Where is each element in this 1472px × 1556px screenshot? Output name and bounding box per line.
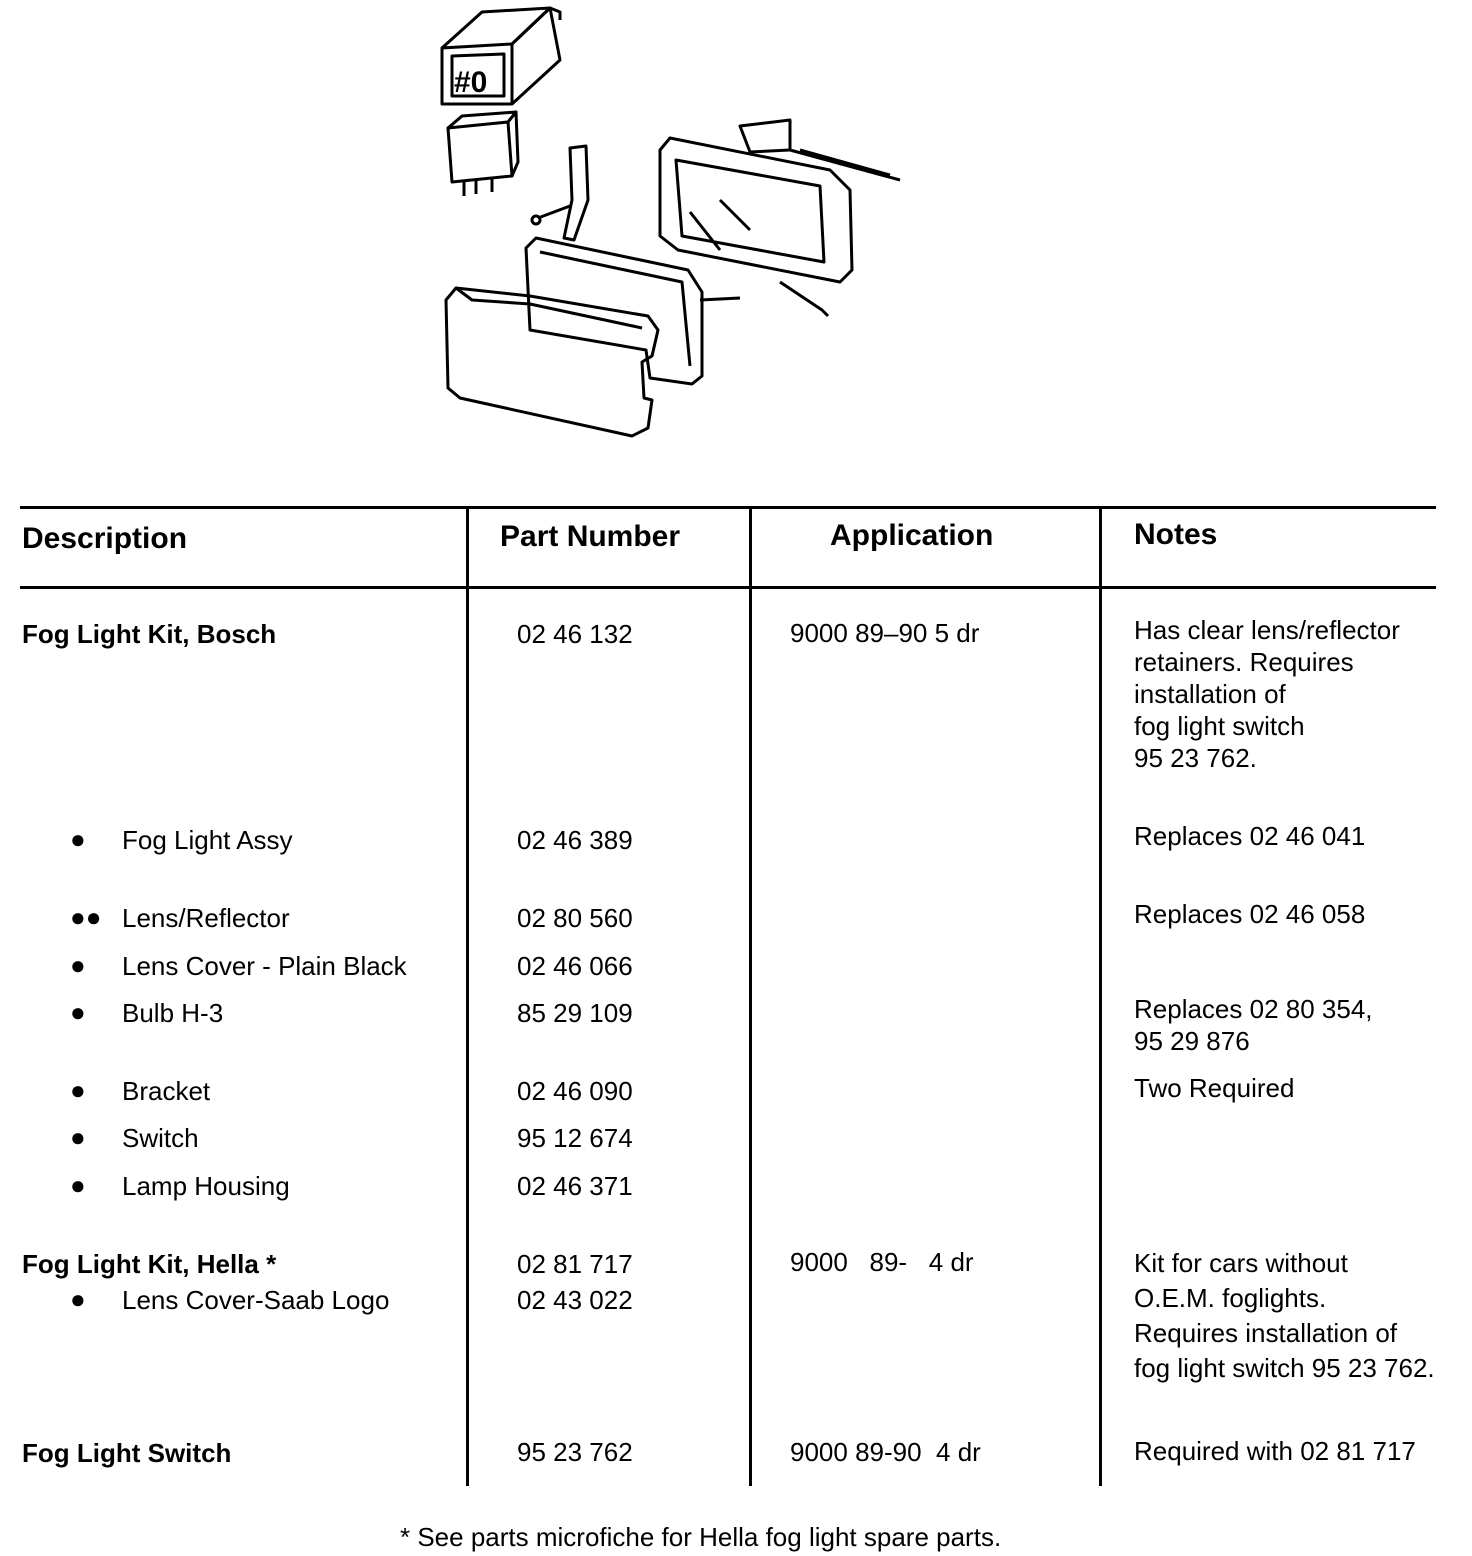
- row-part-number: 02 46 371: [517, 1171, 633, 1201]
- row-description: Lens Cover - Plain Black: [122, 951, 407, 981]
- row-bullet: ●: [70, 1075, 86, 1105]
- note-line: Requires installation of: [1134, 1318, 1398, 1348]
- header-notes: Notes: [1134, 518, 1218, 551]
- note-line: fog light switch 95 23 762.: [1134, 1353, 1435, 1383]
- note-line: 95 23 762.: [1134, 743, 1257, 773]
- note-line: Two Required: [1134, 1073, 1295, 1103]
- row-part-number: 02 46 389: [517, 825, 633, 855]
- row-part-number: 02 46 132: [517, 619, 633, 649]
- row-description: Bracket: [122, 1076, 211, 1106]
- row-notes: [1134, 993, 1373, 1057]
- row-notes: [1134, 614, 1400, 774]
- note-line: 95 29 876: [1134, 1026, 1250, 1056]
- column-divider: [466, 508, 469, 1486]
- row-bullet: ●: [70, 1170, 86, 1200]
- row-part-number: 95 12 674: [517, 1123, 633, 1153]
- row-description: Lens Cover-Saab Logo: [122, 1285, 390, 1315]
- row-part-number: 95 23 762: [517, 1437, 633, 1467]
- row-part-number: 02 80 560: [517, 903, 633, 933]
- note-line: O.E.M. foglights.: [1134, 1283, 1327, 1313]
- header-bottom-rule: [20, 586, 1436, 589]
- row-application: 9000 89-90 4 dr: [790, 1437, 981, 1467]
- note-line: Replaces 02 80 354,: [1134, 994, 1373, 1024]
- column-divider: [1099, 508, 1102, 1486]
- row-application: 9000 89- 4 dr: [790, 1247, 974, 1277]
- row-notes: [1134, 1435, 1416, 1467]
- note-line: installation of: [1134, 679, 1286, 709]
- switch-symbol-label: #0: [454, 66, 488, 99]
- note-line: Has clear lens/reflector: [1134, 615, 1400, 645]
- header-part-number: Part Number: [500, 520, 681, 553]
- row-part-number: 02 43 022: [517, 1285, 633, 1315]
- row-notes: [1134, 1072, 1294, 1104]
- row-description: Fog Light Kit, Bosch: [22, 619, 277, 649]
- row-description: Lens/Reflector: [122, 903, 290, 933]
- note-line: Kit for cars without: [1134, 1248, 1348, 1278]
- row-bullet: ●: [70, 1284, 86, 1314]
- row-notes: [1134, 820, 1365, 852]
- row-bullet: ●: [70, 997, 86, 1027]
- row-notes: [1134, 1246, 1435, 1386]
- row-application: 9000 89–90 5 dr: [790, 618, 980, 648]
- row-description: Bulb H-3: [122, 998, 224, 1028]
- note-line: retainers. Requires: [1134, 647, 1354, 677]
- row-description: Fog Light Kit, Hella *: [22, 1249, 277, 1279]
- note-line: Replaces 02 46 058: [1134, 899, 1366, 929]
- row-part-number: 02 81 717: [517, 1249, 633, 1279]
- row-description: Switch: [122, 1123, 199, 1153]
- fog-light-kit-illustration: [420, 0, 920, 450]
- column-divider: [749, 508, 752, 1486]
- row-bullet: ●●: [70, 902, 102, 932]
- row-part-number: 02 46 090: [517, 1076, 633, 1106]
- row-bullet: ●: [70, 950, 86, 980]
- header-application: Application: [830, 519, 994, 552]
- note-line: fog light switch: [1134, 711, 1305, 741]
- row-bullet: ●: [70, 824, 86, 854]
- row-bullet: ●: [70, 1122, 86, 1152]
- row-part-number: 02 46 066: [517, 951, 633, 981]
- row-description: Fog Light Switch: [22, 1438, 232, 1468]
- table-top-rule: [20, 506, 1436, 509]
- row-part-number: 85 29 109: [517, 998, 633, 1028]
- note-line: Required with 02 81 717: [1134, 1436, 1416, 1466]
- header-description: Description: [22, 522, 188, 555]
- row-description: Fog Light Assy: [122, 825, 293, 855]
- row-description: Lamp Housing: [122, 1171, 290, 1201]
- note-line: Replaces 02 46 041: [1134, 821, 1366, 851]
- row-notes: [1134, 898, 1365, 930]
- footer-note: * See parts microfiche for Hella fog light spare parts.: [400, 1522, 1002, 1552]
